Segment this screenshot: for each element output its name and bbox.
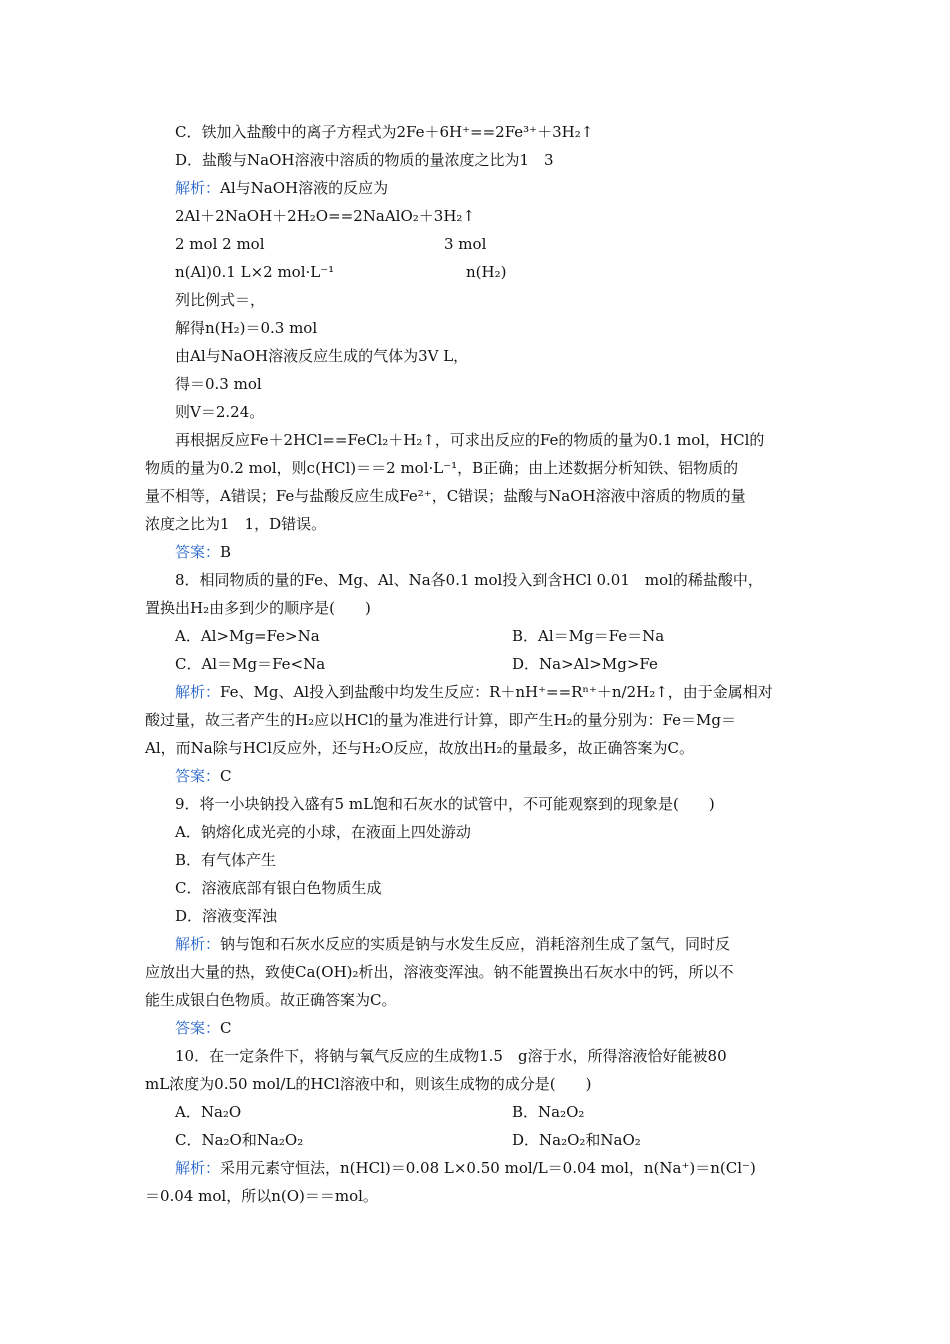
q7-ratio-row1-right: 3 mol [444,235,487,253]
answer-label: 答案： [175,1019,221,1037]
q9-explanation-line: 应放出大量的热，致使Ca(OH)₂析出，溶液变浑浊。钠不能置换出石灰水中的钙，所以不 [145,963,734,981]
q7-equation: 2Al＋2NaOH＋2H₂O==2NaAlO₂＋3H₂↑ [175,207,475,225]
explanation-text: Fe、Mg、Al投入到盐酸中均发生反应：R＋nH⁺==Rⁿ⁺＋n/2H₂↑，由于金属相对 [220,683,773,701]
q10-explanation-line: ＝0.04 mol，所以n(O)＝＝mol。 [145,1187,378,1205]
explanation-label: 解析： [175,1159,221,1177]
answer-value: B [220,543,232,561]
q9-explanation-line: 能生成银白色物质。故正确答案为C。 [145,991,397,1009]
q8-answer [175,766,232,786]
q8-option-c: C．Al＝Mg＝Fe<Na [175,655,326,673]
q7-ratio-row2-right: n(H₂) [466,263,507,281]
q10-option-d: D．Na₂O₂和NaO₂ [512,1131,641,1149]
q8-stem-line1: 8．相同物质的量的Fe、Mg、Al、Na各0.1 mol投入到含HCl 0.01 mol的稀盐酸中， [175,571,763,589]
q8-option-a: A．Al>Mg=Fe>Na [175,627,320,645]
q10-option-b: B．Na₂O₂ [512,1103,585,1121]
q8-explanation-line [175,682,773,702]
answer-label: 答案： [175,767,221,785]
q7-step: 则V＝2.24。 [175,403,265,421]
q7-ratio-row2-left: n(Al)0.1 L×2 mol·L⁻¹ [175,263,335,281]
q9-answer [175,1018,232,1038]
q10-option-a: A．Na₂O [175,1103,242,1121]
explanation-label: 解析： [175,179,221,197]
q9-option-b: B．有气体产生 [175,851,277,869]
q8-option-b: B．Al＝Mg＝Fe＝Na [512,627,665,645]
q10-explanation-line [175,1158,756,1178]
q7-paragraph-line: 量不相等，A错误；Fe与盐酸反应生成Fe²⁺，C错误；盐酸与NaOH溶液中溶质的物质的量 [145,487,746,505]
explanation-text: 采用元素守恒法，n(HCl)＝0.08 L×0.50 mol/L＝0.04 mol，n(Na⁺)＝n(Cl⁻) [220,1159,756,1177]
q10-option-c: C．Na₂O和Na₂O₂ [175,1131,304,1149]
q7-ratio-row1-left: 2 mol 2 mol [175,235,265,253]
q7-step: 得＝0.3 mol [175,375,262,393]
q7-answer [175,542,231,562]
q7-paragraph-line: 浓度之比为1 1，D错误。 [145,515,327,533]
explanation-label: 解析： [175,683,221,701]
answer-value: C [220,1019,232,1037]
q8-option-d: D．Na>Al>Mg>Fe [512,655,658,673]
answer-value: C [220,767,232,785]
q9-option-d: D．溶液变浑浊 [175,907,278,925]
q7-step: 由Al与NaOH溶液反应生成的气体为3V L， [175,347,469,365]
q8-explanation-line: Al，而Na除与HCl反应外，还与H₂O反应，故放出H₂的量最多，故正确答案为C。 [145,739,695,757]
q10-stem-line2: mL浓度为0.50 mol/L的HCl溶液中和，则该生成物的成分是( ) [145,1075,592,1093]
q7-option-c: C．铁加入盐酸中的离子方程式为2Fe＋6H⁺==2Fe³⁺＋3H₂↑ [175,123,594,141]
q7-option-d: D．盐酸与NaOH溶液中溶质的物质的量浓度之比为1 3 [175,151,554,169]
explanation-text: Al与NaOH溶液的反应为 [220,179,389,197]
q8-explanation-line: 酸过量，故三者产生的H₂应以HCl的量为准进行计算，即产生H₂的量分别为：Fe＝Mg＝ [145,711,736,729]
q8-stem-line2: 置换出H₂由多到少的顺序是( ) [145,599,371,617]
q7-paragraph-line: 物质的量为0.2 mol，则c(HCl)＝＝2 mol·L⁻¹，B正确；由上述数据分析知铁、铝物质的 [145,459,739,477]
q7-step: 解得n(H₂)＝0.3 mol [175,319,318,337]
explanation-label: 解析： [175,935,221,953]
explanation-text: 钠与饱和石灰水反应的实质是钠与水发生反应，消耗溶剂生成了氢气，同时反 [220,935,731,953]
q7-step: 列比例式＝， [175,291,266,309]
q10-stem-line1: 10．在一定条件下，将钠与氧气反应的生成物1.5 g溶于水，所得溶液恰好能被80 [175,1047,727,1065]
q9-stem: 9．将一小块钠投入盛有5 mL饱和石灰水的试管中，不可能观察到的现象是( ) [175,795,715,813]
q9-option-a: A．钠熔化成光亮的小球，在液面上四处游动 [175,823,471,841]
q9-explanation-line [175,934,730,954]
q7-explanation-line [175,178,388,198]
answer-label: 答案： [175,543,221,561]
q9-option-c: C．溶液底部有银白色物质生成 [175,879,382,897]
q7-paragraph-line: 再根据反应Fe＋2HCl==FeCl₂＋H₂↑，可求出反应的Fe的物质的量为0.1 mol，HCl的 [175,431,765,449]
